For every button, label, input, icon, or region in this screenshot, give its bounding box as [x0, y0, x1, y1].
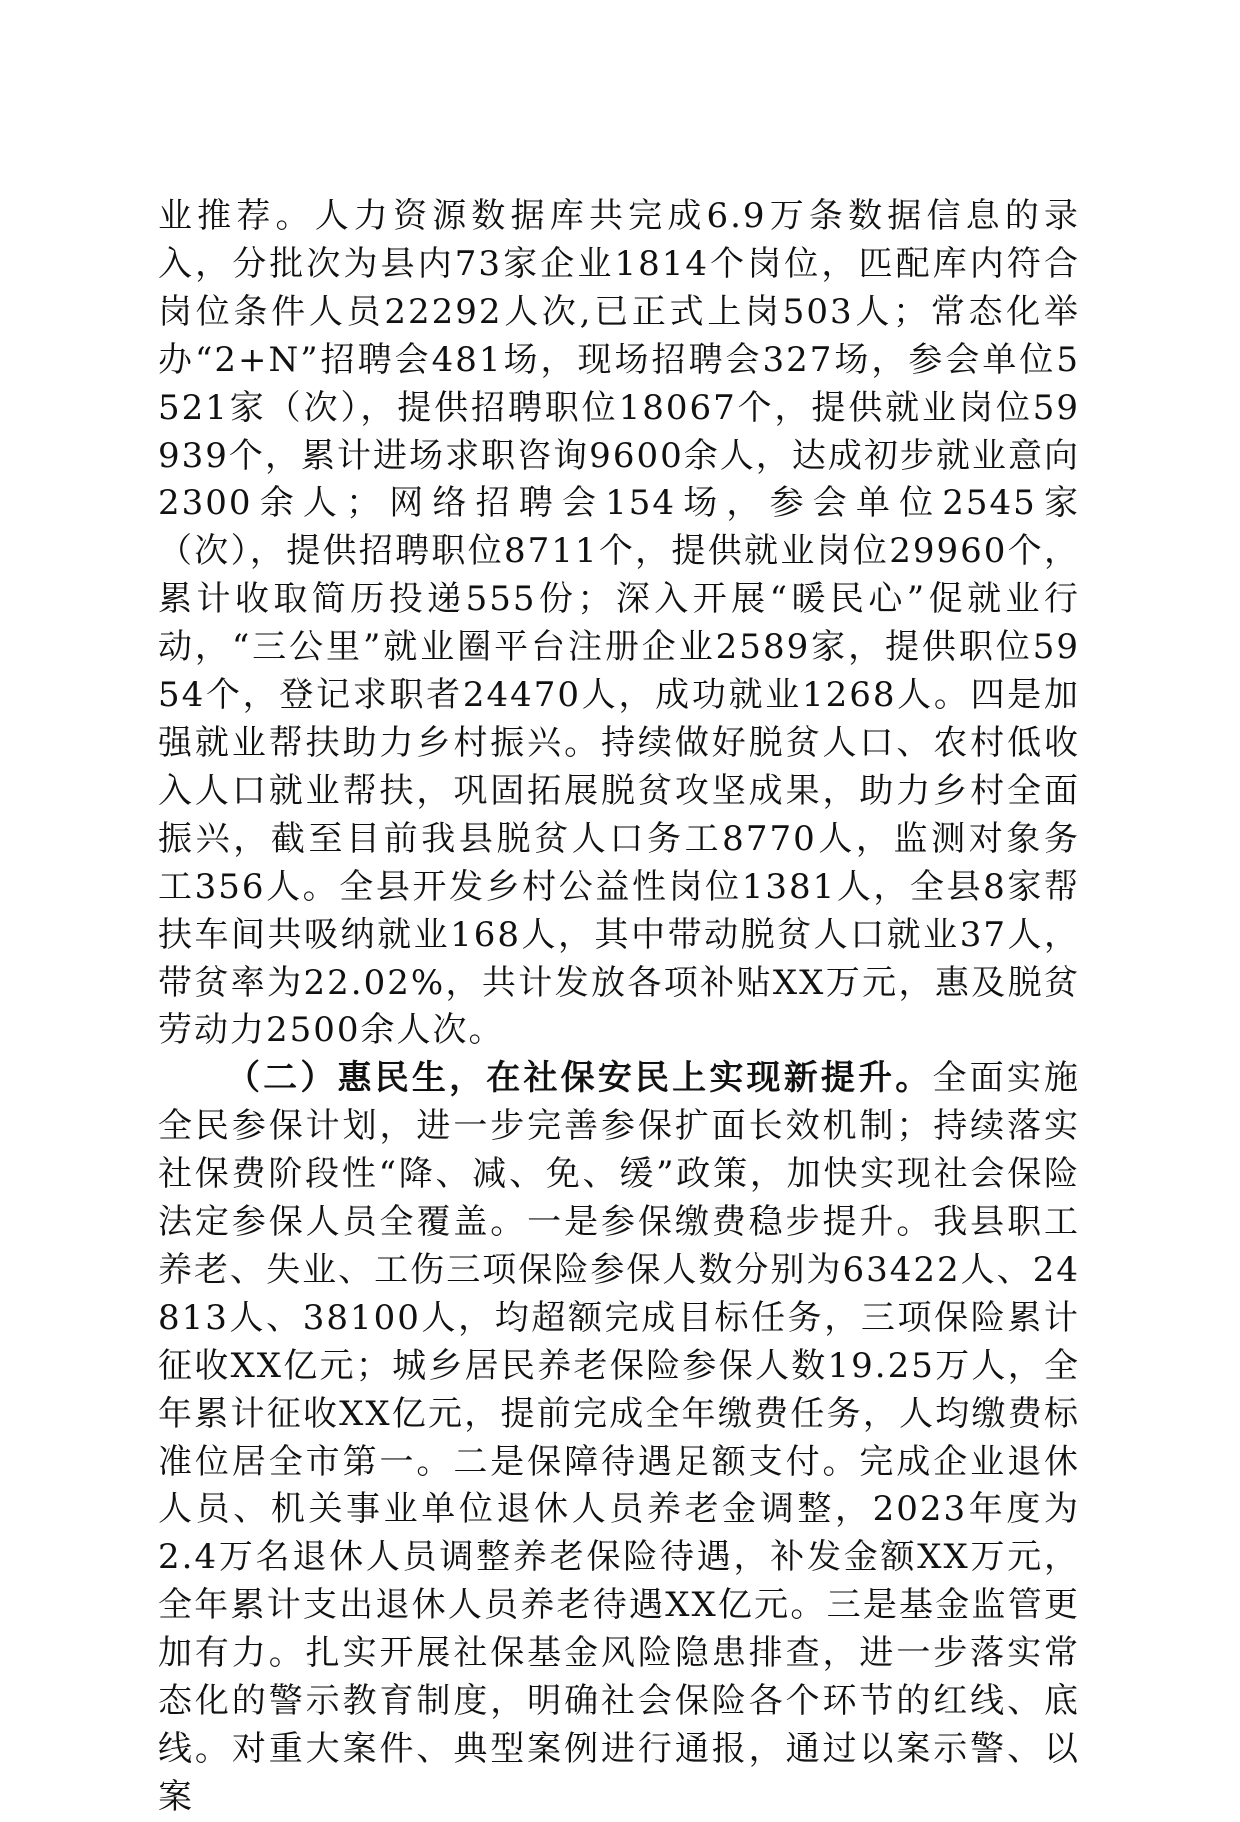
section-heading: （二）惠民生，在社保安民上实现新提升。: [226, 1058, 933, 1099]
paragraph-social-security: [158, 1055, 1080, 1822]
paragraph-employment-services: [158, 193, 1080, 1055]
paragraph-2-text: 全面实施全民参保计划，进一步完善参保扩面长效机制；持续落实社保费阶段性“降、减、免、缓”政策，加快实现社会保险法定参保人员全覆盖。一是参保缴费稳步提升。我县职工养老、失业、工伤三项保险参保人数分别为63422人、24813人、38100人，均超额完成目标任务，三项保险累计征收XX亿元；城乡居民养老保险参保人数19.25万人，全年累计征收XX亿元，提前完成全年缴费任务，人均缴费标准位居全市第一。二是保障待遇足额支付。完成企业退休人员、机关事业单位退休人员养老金调整，2023年度为2.4万名退休人员调整养老保险待遇，补发金额XX万元，全年累计支出退休人员养老待遇XX亿元。三是基金监管更加有力。扎实开展社保基金风险隐患排查，进一步落实常态化的警示教育制度，明确社会保险各个环节的红线、底线。对重大案件、典型案例进行通报，通过以案示警、以案: [158, 1058, 1080, 1817]
document-body: [158, 193, 1080, 1822]
paragraph-1-text: 业推荐。人力资源数据库共完成6.9万条数据信息的录入，分批次为县内73家企业1814个岗位，匹配库内符合岗位条件人员22292人次,已正式上岗503人；常态化举办“2+N”招聘会481场，现场招聘会327场，参会单位5521家（次），提供招聘职位18067个，提供就业岗位59939个，累计进场求职咨询9600余人，达成初步就业意向2300余人；网络招聘会154场，参会单位2545家（次），提供招聘职位8711个，提供就业岗位29960个，累计收取简历投递555份；深入开展“暖民心”促就业行动，“三公里”就业圈平台注册企业2589家，提供职位5954个，登记求职者24470人，成功就业1268人。四是加强就业帮扶助力乡村振兴。持续做好脱贫人口、农村低收入人口就业帮扶，巩固拓展脱贫攻坚成果，助力乡村全面振兴，截至目前我县脱贫人口务工8770人，监测对象务工356人。全县开发乡村公益性岗位1381人，全县8家帮扶车间共吸纳就业168人，其中带动脱贫人口就业37人，带贫率为22.02%，共计发放各项补贴XX万元，惠及脱贫劳动力2500余人次。: [158, 196, 1080, 1051]
